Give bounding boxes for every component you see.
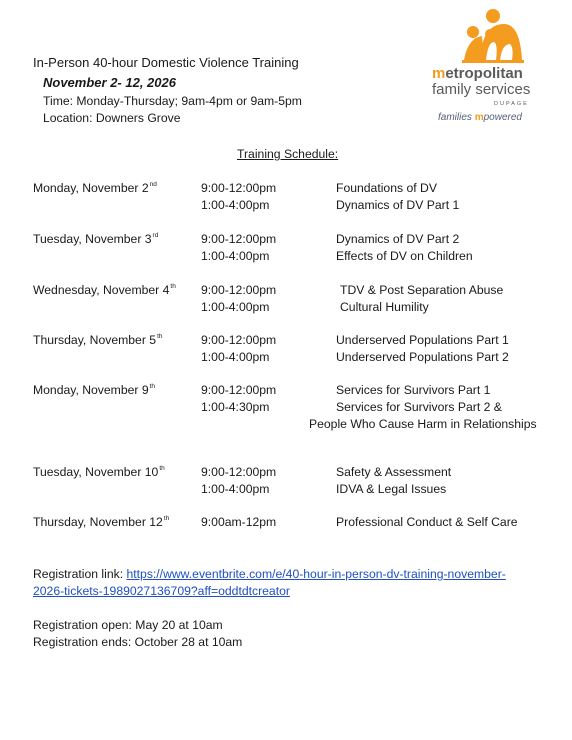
schedule-day-label: Wednesday, November 4 — [33, 283, 170, 297]
session-time: 9:00-12:00pm — [201, 283, 277, 297]
session-time: 1:00-4:00pm — [201, 300, 270, 314]
session-topic: Cultural Humility — [340, 300, 429, 314]
session-topic: Dynamics of DV Part 1 — [336, 198, 460, 212]
session-time: 9:00am-12pm — [201, 515, 277, 529]
session-topic: IDVA & Legal Issues — [336, 482, 447, 496]
session-time: 1:00-4:30pm — [201, 400, 270, 414]
schedule-heading: Training Schedule: — [237, 147, 339, 161]
family-figures-icon — [462, 8, 524, 64]
session-time: 9:00-12:00pm — [201, 181, 277, 195]
day-ordinal-suffix: th — [149, 383, 156, 390]
document-title: In-Person 40-hour Domestic Violence Training — [33, 55, 299, 70]
day-ordinal-suffix: nd — [149, 181, 157, 188]
logo-tagline: families mpowered — [438, 112, 522, 123]
logo-line-metropolitan-rest: etropolitan — [445, 65, 523, 82]
schedule-day-label: Tuesday, November 3 — [33, 232, 152, 246]
logo-tagline-families: families — [438, 112, 472, 123]
logo-line-dupage: DUPAGE — [494, 101, 529, 107]
metropolitan-family-services-logo — [432, 8, 542, 128]
session-topic-continuation: People Who Cause Harm in Relationships — [309, 417, 537, 431]
registration-link-line-2 — [33, 584, 290, 599]
registration-open: Registration open: May 20 at 10am — [33, 618, 223, 632]
session-topic: Underserved Populations Part 2 — [336, 350, 509, 364]
session-topic: Underserved Populations Part 1 — [336, 333, 509, 347]
schedule-day — [33, 515, 169, 530]
day-ordinal-suffix: th — [170, 283, 176, 290]
session-time: 1:00-4:00pm — [201, 482, 270, 496]
registration-url-continued[interactable]: 2026-tickets-1989027136709?aff=oddtdtcreator — [33, 584, 290, 598]
schedule-day — [33, 181, 157, 196]
day-ordinal-suffix: th — [163, 515, 170, 522]
training-time: Time: Monday-Thursday; 9am-4pm or 9am-5pm — [43, 94, 302, 108]
session-time: 9:00-12:00pm — [201, 333, 277, 347]
logo-line-metropolitan: metropolitan — [432, 65, 523, 82]
registration-label: Registration link: — [33, 567, 127, 581]
schedule-day — [33, 232, 158, 247]
schedule-day-label: Thursday, November 12 — [33, 515, 163, 529]
training-dates: November 2- 12, 2026 — [43, 75, 176, 90]
session-time: 9:00-12:00pm — [201, 383, 277, 397]
day-ordinal-suffix: rd — [152, 232, 159, 239]
session-topic: Safety & Assessment — [336, 465, 452, 479]
day-ordinal-suffix: th — [157, 333, 163, 340]
schedule-day — [33, 333, 162, 348]
schedule-day — [33, 383, 155, 398]
logo-line-family-services: family services — [432, 81, 531, 98]
registration-ends: Registration ends: October 28 at 10am — [33, 635, 243, 649]
session-time: 9:00-12:00pm — [201, 465, 277, 479]
registration-link-line — [33, 567, 506, 582]
session-topic: Effects of DV on Children — [336, 249, 473, 263]
session-topic: Dynamics of DV Part 2 — [336, 232, 460, 246]
session-topic: Professional Conduct & Self Care — [336, 515, 518, 529]
session-time: 9:00-12:00pm — [201, 232, 277, 246]
session-topic: Foundations of DV — [336, 181, 437, 195]
session-time: 1:00-4:00pm — [201, 198, 270, 212]
schedule-day-label: Thursday, November 5 — [33, 333, 157, 347]
session-topic: Services for Survivors Part 2 & — [336, 400, 502, 414]
registration-url[interactable]: https://www.eventbrite.com/e/40-hour-in-person-dv-training-november- — [126, 567, 506, 581]
schedule-day — [33, 283, 176, 298]
schedule-day-label: Monday, November 2 — [33, 181, 149, 195]
session-time: 1:00-4:00pm — [201, 249, 270, 263]
training-location: Location: Downers Grove — [43, 111, 181, 125]
schedule-day — [33, 465, 165, 480]
session-topic: TDV & Post Separation Abuse — [340, 283, 504, 297]
logo-tagline-powered: powered — [483, 112, 522, 123]
schedule-day-label: Tuesday, November 10 — [33, 465, 159, 479]
schedule-day-label: Monday, November 9 — [33, 383, 149, 397]
day-ordinal-suffix: th — [159, 465, 165, 472]
session-topic: Services for Survivors Part 1 — [336, 383, 491, 397]
session-time: 1:00-4:00pm — [201, 350, 270, 364]
